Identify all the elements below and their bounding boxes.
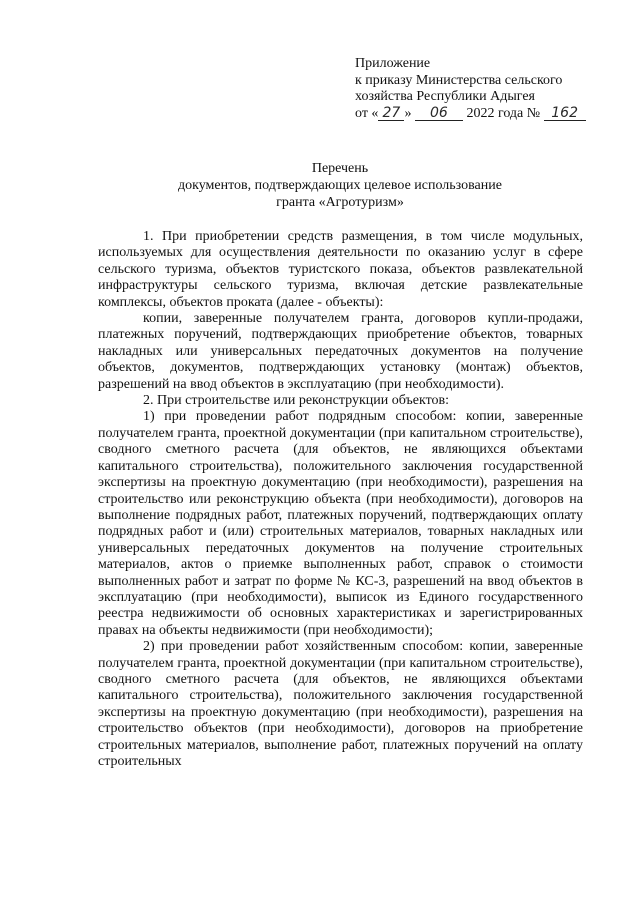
date-prefix: от « <box>355 105 379 121</box>
date-day-close: » <box>404 105 412 121</box>
document-title <box>100 160 580 211</box>
appendix-header <box>355 56 625 122</box>
paragraph-2-2: 2) при проведении работ хозяйственным способом: копии, заверенные получателем гранта, проектной документации (при капитальном строительстве), сводного сметного расчета (для объектов, не являющихся объектами капитального строительства), положительного заключения государственной экспертизы на проектную документацию (при необходимости), разрешения на строительство объектов (при необходимости), договоров на приобретение строительных материалов, выполнение работ, платежных поручений на оплату строительных <box>98 639 583 769</box>
title-line-2: документов, подтверждающих целевое использование <box>178 178 502 193</box>
paragraph-2: 2. При строительстве или реконструкции объектов: <box>143 393 450 409</box>
paragraph-1-docs: копии, заверенные получателем гранта, договоров купли-продажи, платежных поручений, подтверждающих приобретение объектов, товарных накладных или универсальных передаточных документов на получение объектов, документов, подтверждающих установку (монтаж) объектов, разрешений на ввод объектов в эксплуатацию (при необходимости). <box>98 311 583 392</box>
date-day-handwritten: 27 <box>378 106 404 121</box>
appendix-label: Приложение <box>355 56 431 71</box>
appendix-ministry: хозяйства Республики Адыгея <box>355 89 535 104</box>
appendix-date-line <box>355 106 625 123</box>
document-body <box>98 229 583 770</box>
paragraph-2-1: 1) при проведении работ подрядным способом: копии, заверенные получателем гранта, проектной документации (при капитальном строительстве), сводного сметного расчета (для объектов, не являющихся объектами капитального строительства), положительного заключения государственной экспертизы на проектную документацию (при необходимости), разрешения на строительство или реконструкцию объекта (при необходимости), договоров на выполнение подрядных работ, платежных поручений, подтверждающих оплату подрядных работ и (или) строительных материалов, товарных накладных или универсальных передаточных документов на получение строительных материалов, актов о приемке выполненных работ, справок о стоимости выполненных работ и затрат по форме № КС-3, разрешений на ввод объектов в эксплуатацию (при необходимости), выписок из Единого государственного реестра недвижимости об основных характеристиках и зарегистрированных правах на объекты недвижимости (при необходимости); <box>98 409 583 638</box>
title-line-3: гранта «Агротуризм» <box>276 195 404 210</box>
date-month-handwritten: 06 <box>415 106 463 121</box>
paragraph-1: 1. При приобретении средств размещения, в том числе модульных, используемых для осуществления деятельности по оказанию услуг в сфере сельского туризма, объектов туристского показа, объектов развлекательной инфраструктуры сельского туризма, включая детские развлекательные комплексы, объектов проката (далее - объекты): <box>98 229 583 310</box>
title-line-1: Перечень <box>311 161 369 176</box>
appendix-order-ref: к приказу Министерства сельского <box>355 72 563 88</box>
order-number-handwritten: 162 <box>544 106 586 121</box>
date-year: 2022 года № <box>466 105 541 121</box>
